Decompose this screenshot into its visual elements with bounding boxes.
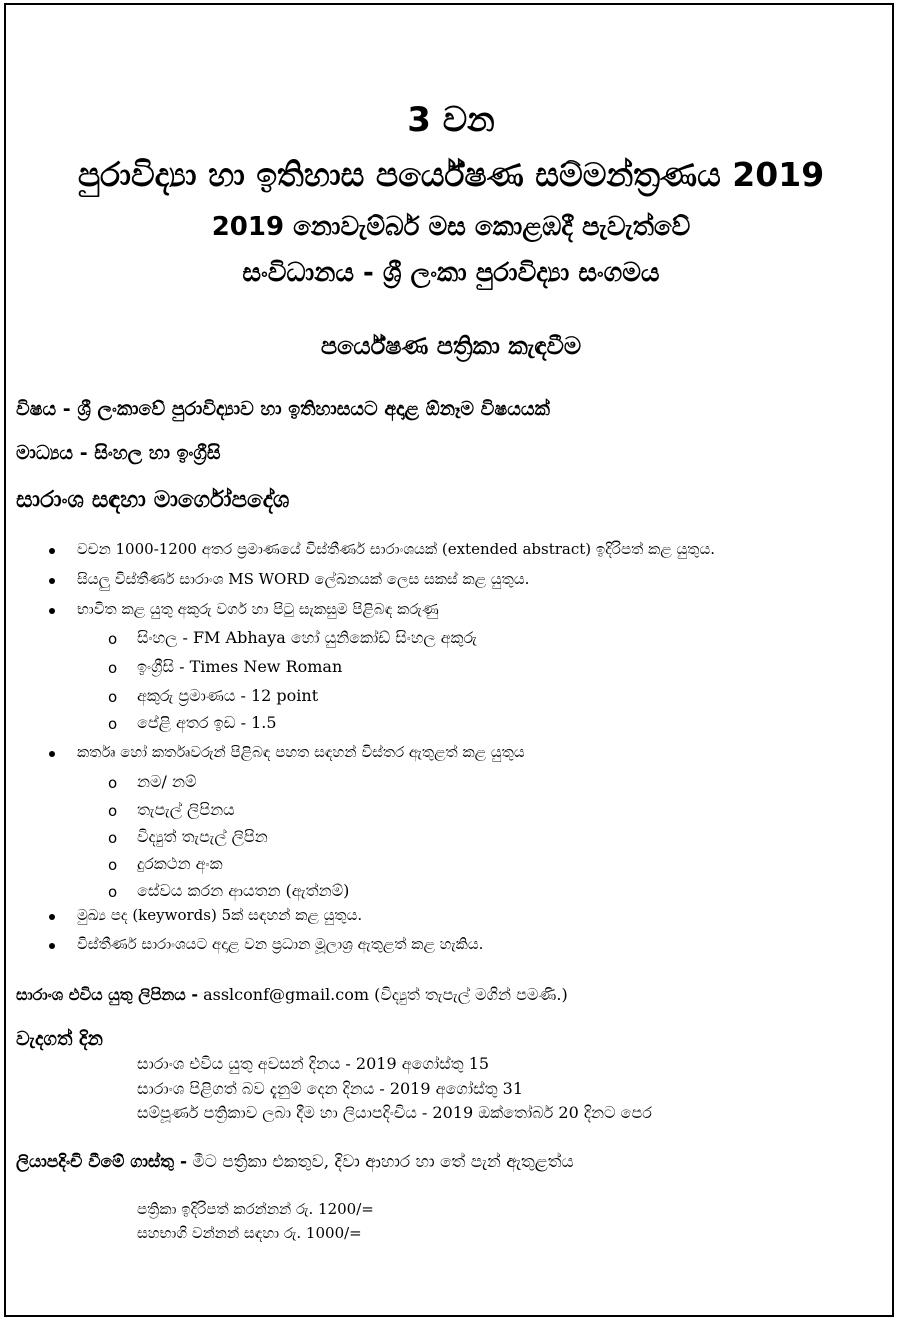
sub-bullet-circle: o — [108, 883, 118, 901]
bullet-dot — [49, 914, 55, 920]
bullet-dot — [49, 578, 55, 584]
guideline-item: භාවිත කළ යුතු අකුරු වර්ග හා පිටු සැකසුම පිළිබඳ කරුණු — [77, 600, 439, 618]
date-venue: 2019 නොවැම්බර් මස කොළඹදී පැවැත්වේ — [211, 212, 691, 242]
sub-bullet-circle: o — [108, 630, 118, 648]
guideline-item: මුඛ්‍ය පද (keywords) 5ක් සඳහන් කළ යුතුය. — [77, 906, 363, 924]
font-spec-item: අකුරු ප්‍රමාණය - 12 point — [137, 686, 319, 705]
edition-heading: 3 වන — [407, 100, 495, 140]
registration-label: ලියාපදිංචි වීමේ ගාස්තු - — [16, 1152, 187, 1172]
medium-value: සිංහල හා ඉංග්‍රීසි — [94, 442, 221, 464]
date-item: සාරාංශ එවිය යුතු අවසන් දිනය - 2019 අගෝස්තු 15 — [137, 1054, 490, 1073]
important-dates-heading: වැදගත් දින — [16, 1028, 103, 1050]
sub-bullet-circle: o — [108, 659, 118, 677]
call-for-papers: පර්යේෂණ පත්‍රිකා කැඳවීම — [320, 332, 582, 360]
author-detail-item: තැපැල් ලිපිනය — [137, 800, 235, 819]
subject-label: විෂය - — [16, 398, 71, 420]
date-item: සාරාංශ පිළිගත් බව දැනුම් දෙන දිනය - 2019 අගෝස්තු 31 — [137, 1079, 524, 1098]
date-item: සම්පූර්ණ පත්‍රිකාව ලබා දීම හා ලියාපදිංචිය - 2019 ඔක්තෝබර් 20 දිනට පෙර — [137, 1103, 652, 1122]
font-spec-item: පේළි අතර ඉඩ - 1.5 — [137, 713, 277, 732]
author-detail-item: දුරකථන අංක — [137, 854, 223, 873]
fee-item: පත්‍රිකා ඉදිරිපත් කරන්නන් රු. 1200/= — [137, 1200, 374, 1218]
bullet-dot — [49, 751, 55, 757]
font-spec-item: ඉංග්‍රීසි - Times New Roman — [137, 657, 343, 676]
sub-bullet-circle: o — [108, 802, 118, 820]
guideline-item: විස්තීර්ණ සාරාංශයට අදාළ වන ප්‍රධාන මූලාශ්‍ර ඇතුළත් කළ හැකිය. — [77, 935, 484, 953]
submission-email[interactable]: asslconf@gmail.com — [203, 985, 370, 1004]
subject-line — [16, 398, 550, 420]
medium-label: මාධ්‍යය - — [16, 442, 88, 464]
author-detail-item: විද්‍යුත් තැපැල් ලිපින — [137, 827, 268, 846]
author-detail-item: සේවය කරන ආයතන (ඇත්නම්) — [137, 881, 350, 900]
guidelines-heading: සාරාංශ සඳහා මාර්ගෝපදේශ — [16, 487, 290, 513]
sub-bullet-circle: o — [108, 829, 118, 847]
guideline-item: සියලු විස්තීර්ණ සාරාංශ MS WORD ලේඛනයක් ලෙස සකස් කළ යුතුය. — [77, 570, 530, 588]
organizer: සංවිධානය - ශ්‍රී ලංකා පුරාවිද්‍යා සංගමය — [242, 258, 660, 288]
conference-title: පුරාවිද්‍යා හා ඉතිහාස පර්යේෂණ සම්මන්ත්‍රණය 2019 — [77, 155, 825, 194]
registration-value: මීට පත්‍රිකා එකතුව, දිවා ආහාර හා තේ පැන් ඇතුළත්ය — [192, 1152, 574, 1172]
guideline-item: වචන 1000-1200 අතර ප්‍රමාණයේ විස්තීර්ණ සාරාංශයක් (extended abstract) ඉදිරිපත් කළ යුතුය. — [77, 540, 716, 558]
submission-line — [16, 985, 568, 1005]
font-spec-item: සිංහල - FM Abhaya හෝ යුනිකෝඩ් සිංහල අකුරු — [137, 628, 477, 647]
fee-item: සහභාගි වන්නන් සඳහා රු. 1000/= — [137, 1224, 362, 1242]
registration-line — [16, 1152, 574, 1172]
bullet-dot — [49, 548, 55, 554]
bullet-dot — [49, 943, 55, 949]
sub-bullet-circle: o — [108, 715, 118, 733]
sub-bullet-circle: o — [108, 856, 118, 874]
guideline-item: කර්තෘ හෝ කර්තෘවරුන් පිළිබඳ පහත සඳහන් විස්තර ඇතුළත් කළ යුතුය — [77, 743, 525, 761]
subject-value: ශ්‍රී ලංකාවේ පුරාවිද්‍යාව හා ඉතිහාසයට අදාළ ඕනෑම විෂයයක් — [77, 398, 550, 420]
sub-bullet-circle: o — [108, 774, 118, 792]
submission-label: සාරාංශ එවිය යුතු ලිපිනය - — [16, 985, 198, 1004]
medium-line — [16, 442, 221, 464]
submission-note: (විද්‍යුත් තැපැල් මගින් පමණි.) — [374, 985, 568, 1004]
sub-bullet-circle: o — [108, 688, 118, 706]
author-detail-item: නම/ නම් — [137, 772, 197, 791]
bullet-dot — [49, 608, 55, 614]
